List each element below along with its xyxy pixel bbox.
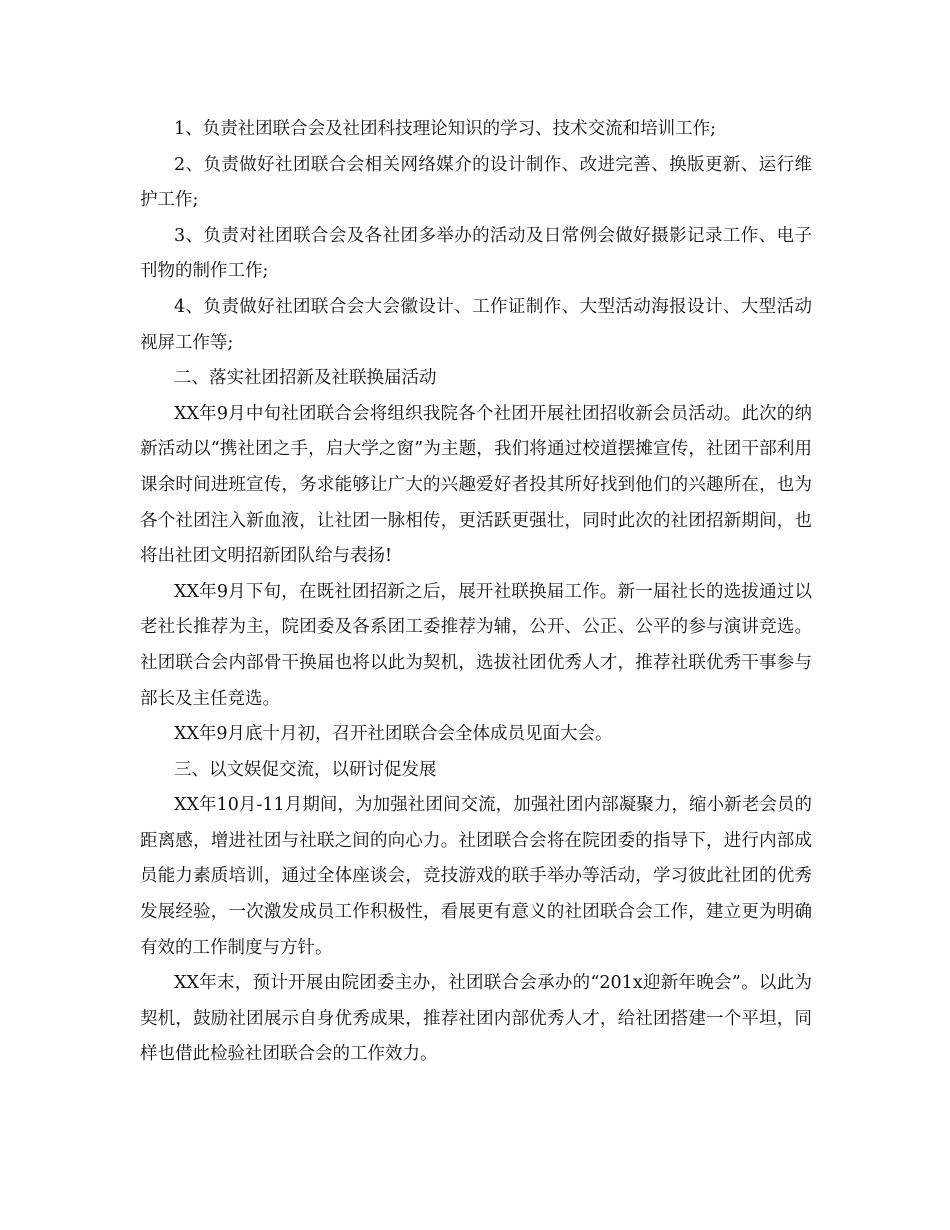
new-year-gala-paragraph: XX年末，预计开展由院团委主办，社团联合会承办的“201x迎新年晚会”。以此为契机，鼓励社团展示自身优秀成果，推荐社团内部优秀人才，给社团搭建一个平坦，同样也借此检验社团联合会的工作效力。 — [140, 973, 812, 1065]
document-body — [140, 112, 812, 1073]
section-heading-3: 三、以文娱促交流，以研讨促发展 — [174, 759, 437, 780]
section-heading-2: 二、落实社团招新及社联换届活动 — [174, 368, 437, 389]
recruitment-paragraph: XX年9月中旬社团联合会将组织我院各个社团开展社团招收新会员活动。此次的纳新活动以“携社团之手，启大学之窗”为主题，我们将通过校道摆摊宣传，社团干部利用课余时间进班宣传，务求能够让广大的兴趣爱好者投其所好找到他们的兴趣所在，也为各个社团注入新血液，让社团一脉相传，更活跃更强壮，同时此次的社团招新期间，也将出社团文明招新团队给与表扬! — [140, 403, 812, 567]
meeting-paragraph: XX年9月底十月初，召开社团联合会全体成员见面大会。 — [174, 724, 613, 745]
duty-item-2: 2、负责做好社团联合会相关网络媒介的设计制作、改进完善、换版更新、运行维护工作; — [140, 154, 812, 211]
duty-item-1: 1、负责社团联合会及社团科技理论知识的学习、技术交流和培训工作; — [174, 119, 717, 139]
duty-item-4: 4、负责做好社团联合会大会徽设计、工作证制作、大型活动海报设计、大型活动视屏工作等; — [140, 296, 812, 353]
exchange-paragraph: XX年10月-11月期间，为加强社团间交流，加强社团内部凝聚力，缩小新老会员的距离感，增进社团与社联之间的向心力。社团联合会将在院团委的指导下，进行内部成员能力素质培训，通过全体座谈会，竞技游戏的联手举办等活动，学习彼此社团的优秀发展经验，一次激发成员工作积极性，看展更有意义的社团联合会工作，建立更为明确有效的工作制度与方针。 — [140, 795, 812, 958]
duty-item-3: 3、负责对社团联合会及各社团多举办的活动及日常例会做好摄影记录工作、电子刊物的制作工作; — [140, 225, 812, 282]
election-paragraph: XX年9月下旬，在既社团招新之后，展开社联换届工作。新一届社长的选拔通过以老社长推荐为主，院团委及各系团工委推荐为辅，公开、公正、公平的参与演讲竞选。社团联合会内部骨干换届也将以此为契机，选拔社团优秀人才，推荐社联优秀干事参与部长及主任竞选。 — [140, 581, 812, 709]
